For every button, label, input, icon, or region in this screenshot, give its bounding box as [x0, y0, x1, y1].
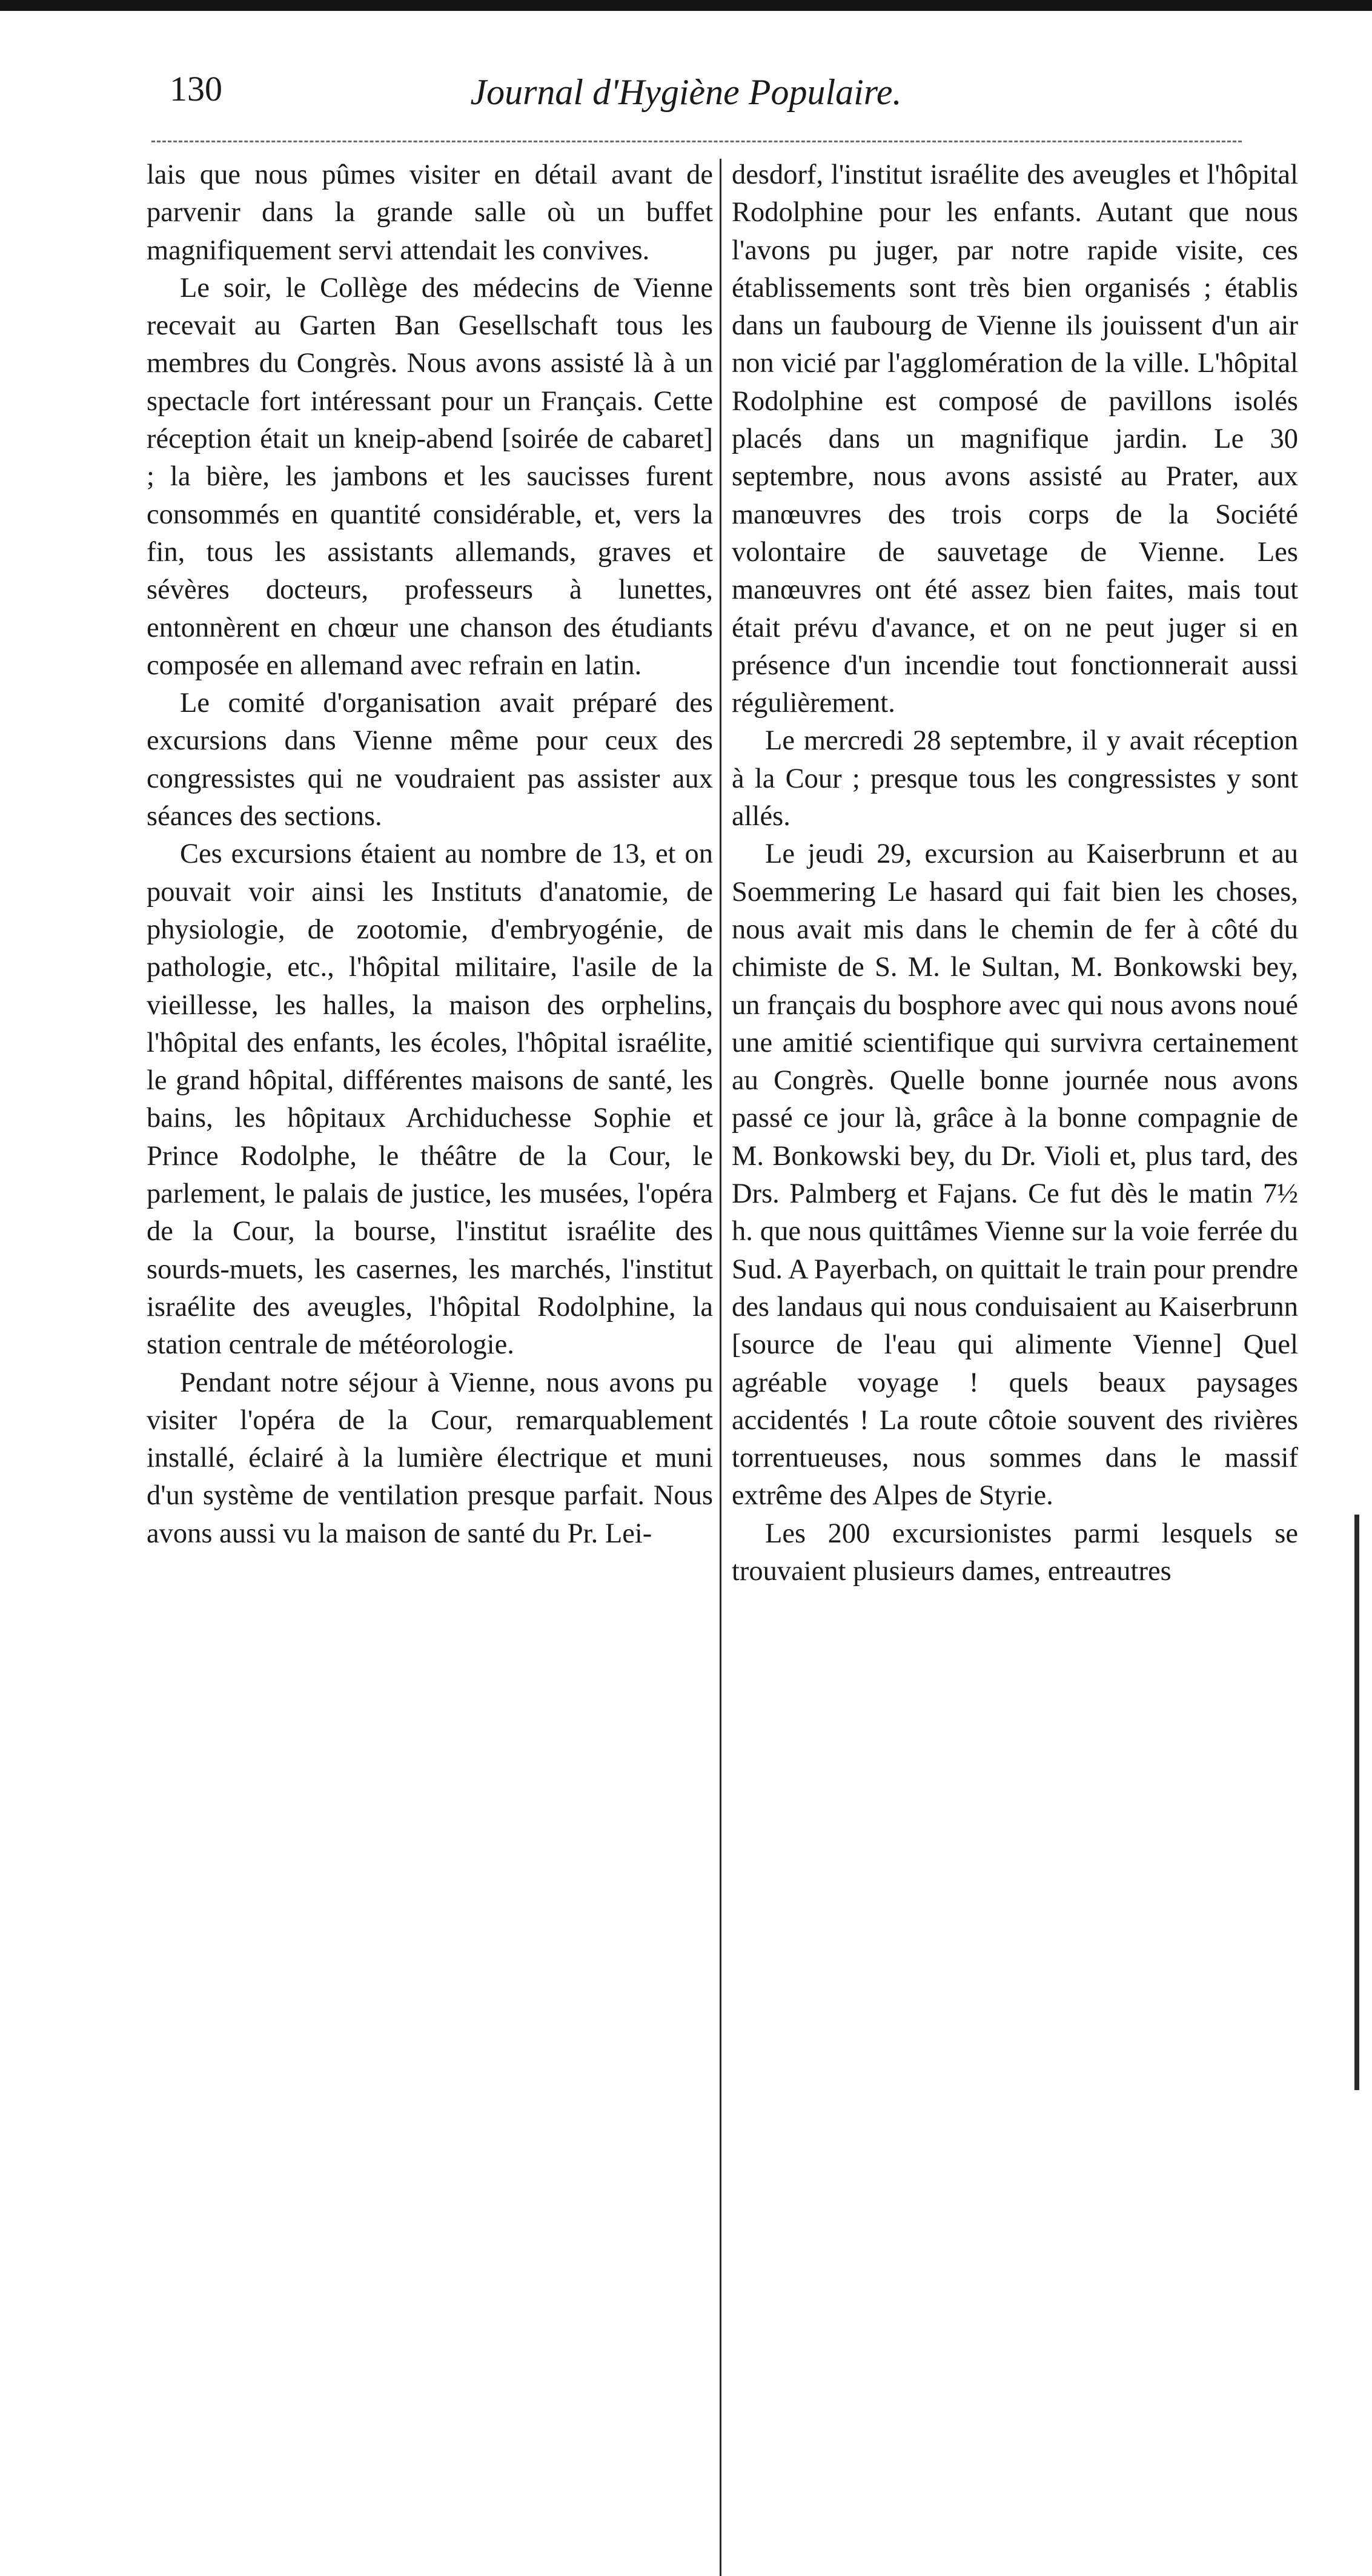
paragraph: Les 200 excursionistes parmi lesquels se trouvaient plusieurs dames, entreautres	[732, 1518, 1298, 1587]
right-column	[732, 156, 1298, 1590]
header-rule	[151, 141, 1242, 142]
running-title: Journal d'Hygiène Populaire.	[470, 72, 902, 112]
left-column	[147, 156, 713, 1553]
paragraph: Le soir, le Collège des médecins de Vienne recevait au Garten Ban Gesellschaft tous les membres du Congrès. Nous avons assisté là à un spectacle fort intéressant pour un Français. Cette réception était un kneip-abend [soirée de cabaret] ; la bière, les jambons et les saucisses furent consommés en quantité considérable, et, vers la fin, tous les assistants allemands, graves et sévères docteurs, professeurs à lunettes, entonnèrent en chœur une chanson des étudiants composée en allemand avec refrain en latin.	[147, 272, 713, 681]
paragraph: Le comité d'organisation avait préparé des excursions dans Vienne même pour ceux des congressistes qui ne voudraient pas assister aux séances des sections.	[147, 688, 713, 832]
paragraph: desdorf, l'institut israélite des aveugles et l'hôpital Rodolphine pour les enfants. Autant que nous l'avons pu juger, par notre rapide visite, ces établissements sont très bien organisés ; établis dans un faubourg de Vienne ils jouissent d'un air non vicié par l'agglomération de la ville. L'hôpital Rodolphine est composé de pavillons isolés placés dans un magnifique jardin. Le 30 septembre, nous avons assisté au Prater, aux manœuvres des trois corps de la Société volontaire de sauvetage de Vienne. Les manœuvres ont été assez bien faites, mais tout était prévu d'avance, et on ne peut juger si en présence d'un incendie tout fonctionnerait aussi régulièrement.	[732, 159, 1298, 719]
paragraph: Le mercredi 28 septembre, il y avait réception à la Cour ; presque tous les congressistes y sont allés.	[732, 725, 1298, 832]
paragraph: lais que nous pûmes visiter en détail avant de parvenir dans la grande salle où un buffet magnifiquement servi attendait les convives.	[147, 159, 713, 266]
paragraph: Ces excursions étaient au nombre de 13, et on pouvait voir ainsi les Instituts d'anatomie, de physiologie, de zootomie, d'embryogénie, de pathologie, etc., l'hôpital militaire, l'asile de la vieillesse, les halles, la maison des orphelins, l'hôpital des enfants, les écoles, l'hôpital israélite, le grand hôpital, différentes maisons de santé, les bains, les hôpitaux Archiduchesse Sophie et Prince Rodolphe, le théâtre de la Cour, le parlement, le palais de justice, les musées, l'opéra de la Cour, la bourse, l'institut israélite des sourds-muets, les casernes, les marchés, l'institut israélite des aveugles, l'hôpital Rodolphine, la station centrale de météorologie.	[147, 838, 713, 1361]
paragraph: Pendant notre séjour à Vienne, nous avons pu visiter l'opéra de la Cour, remarquablement installé, éclairé à la lumière électrique et muni d'un système de ventilation presque parfait. Nous avons aussi vu la maison de santé du Pr. Lei-	[147, 1367, 713, 1549]
column-divider	[720, 159, 721, 2576]
page-edge-mark	[1354, 1515, 1359, 2090]
page-top-border	[0, 0, 1372, 11]
page-number: 130	[170, 69, 222, 108]
paragraph: Le jeudi 29, excursion au Kaiserbrunn et au Soemmering Le hasard qui fait bien les choses, nous avait mis dans le chemin de fer à côté du chimiste de S. M. le Sultan, M. Bonkowski bey, un français du bosphore avec qui nous avons noué une amitié scientifique qui survivra certainement au Congrès. Quelle bonne journée nous avons passé ce jour là, grâce à la bonne compagnie de M. Bonkowski bey, du Dr. Violi et, plus tard, des Drs. Palmberg et Fajans. Ce fut dès le matin 7½ h. que nous quittâmes Vienne sur la voie ferrée du Sud. A Payerbach, on quittait le train pour prendre des landaus qui nous conduisaient au Kaiserbrunn [source de l'eau qui alimente Vienne] Quel agréable voyage ! quels beaux paysages accidentés ! La route côtoie souvent des rivières torrentueuses, nous sommes dans le massif extrême des Alpes de Styrie.	[732, 838, 1298, 1512]
